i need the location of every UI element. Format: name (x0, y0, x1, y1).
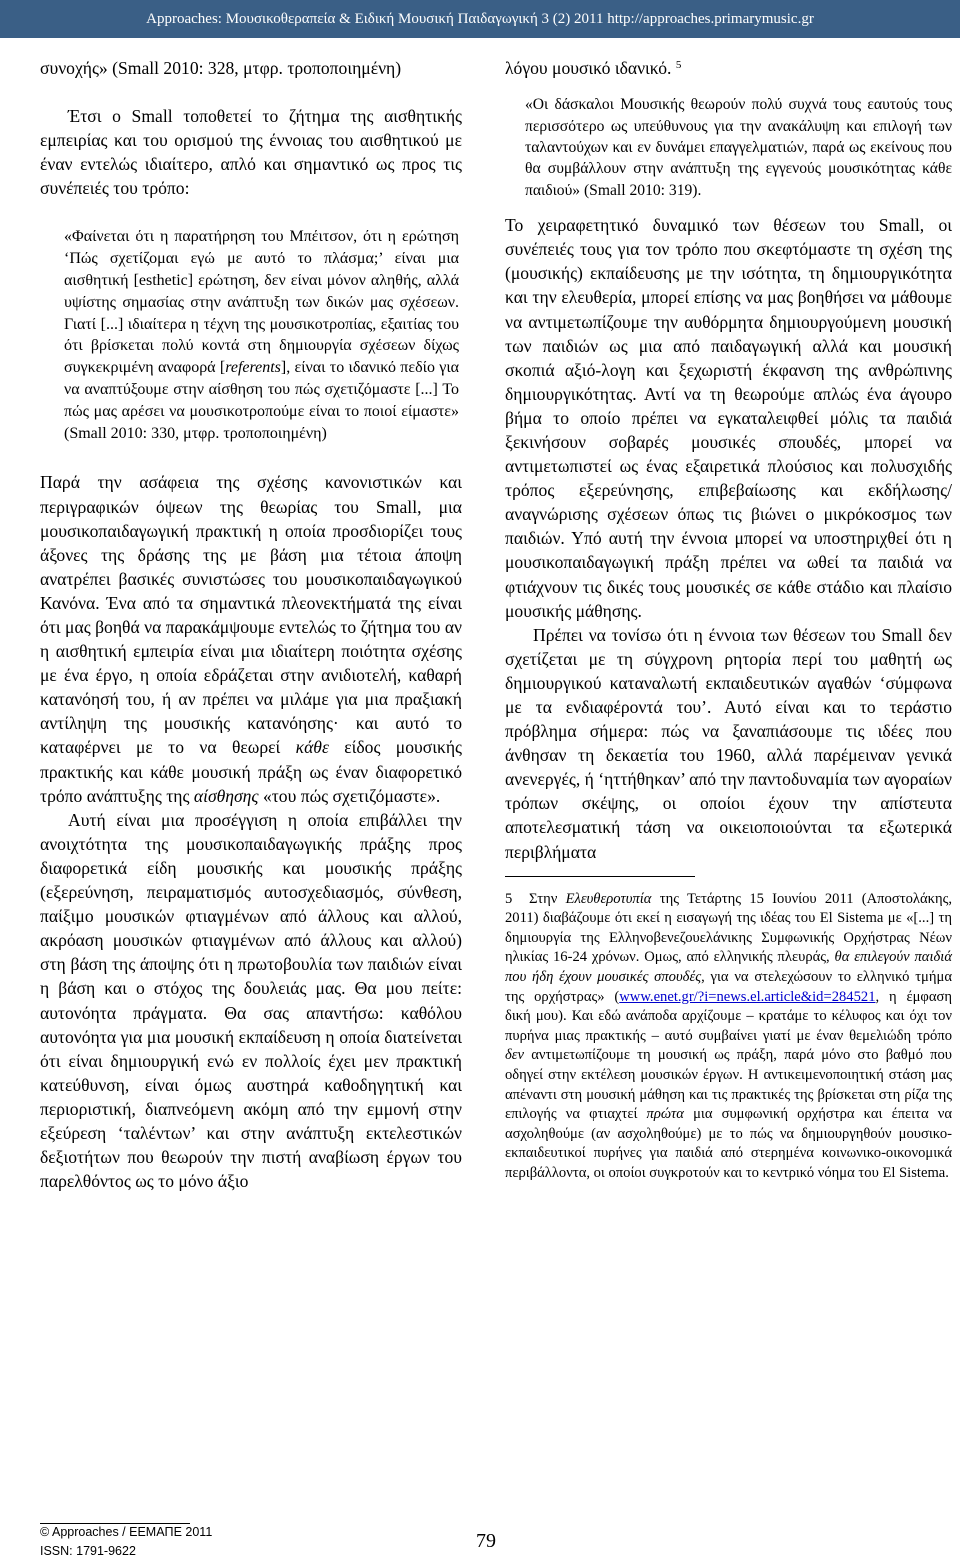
footer-copyright: © Approaches / ΕΕΜΑΠΕ 2011 (40, 1525, 213, 1539)
left-paragraph-3: Παρά την ασάφεια της σχέσης κανονιστικών και περιγραφικών όψεων της θεωρίας του Small, μια μουσικοπαιδαγωγική πρακτική η οποία προσδιορίζει τους άξονες της δράσης της με βάση μια τέτοια άποψη ανατρέπει βασικές συνιστώσες του μουσικοπαιδαγωγικού Κανόνα. Ένα από τα σημαντικά πλεονεκτήματά της είναι ότι μας βοηθά να παρακάμψουμε εντελώς το ζήτημα του αν η αισθητική εμπειρία είναι μια ιδιαίτερη ποιότητα σχέσης με ένα έργο, η οποία εδράζεται στην ανιδιοτελή, καθαρή κατανόησή του, ή αν πρέπει να μιλάμε για μια πραξιακή αντίληψη της μουσικής κατανόησης· και αυτό το καταφέρνει με το να θεωρεί κάθε είδος μουσικής πρακτικής και κάθε μουσική πράξη ως έναν διαφορετικό τρόπο ανάπτυξης της αίσθησης «του πώς σχετιζόμαστε». (40, 472, 462, 806)
left-column (40, 56, 462, 1193)
right-paragraph-2: Το χειραφετητικό δυναμικό των θέσεων του Small, οι συνέπειές τους για τον τρόπο που σκεφτόμαστε τη σχέση της (μουσικής) εκπαίδευσης με την ισότητα, τη δημιουργικότητα και την ελευθερία, μπορεί επίσης να μας βοηθήσει να μάθουμε να αντιμετωπίζουμε την αυθόρμητα δημιουργούμενη μουσική των παιδιών ως μια από παιδαγωγική αλλά και μουσική σκοπιά αξιό-λογη και ξεχωριστή έκφανση της ανθρώπινης δημιουργικότητας. Αντί να τη θεωρούμε απλώς ένα άγουρο βήμα το οποίο πρέπει να εγκαταλειφθεί μόλις τα παιδιά ξεκινήσουν σοβαρές μουσικές σπουδές, μπορεί να αντιμετωπιστεί ως ένας εξαιρετικά πλούσιος και πολυσχιδής τρόπος εξερεύνησης, επιβεβαίωσης και εκδήλωσης/αναγνώρισης σχέσεων όπως τις βιώνει ο μικρόκοσμος των παιδιών. Υπό αυτή την έννοια μπορεί να υποστηριχθεί ότι η μουσικοπαιδαγωγική πράξη πρέπει να ωθεί τα παιδιά να φτιάχνουν τις δικές τους μουσικές σε κάθε στάδιο και πλαίσιο μουσικής μάθησης. (505, 215, 952, 621)
block-quote-teachers: «Οι δάσκαλοι Μουσικής θεωρούν πολύ συχνά τους εαυτούς τους περισσότερο ως υπεύθυνους για την ανακάλυψη και επιλογή των ταλαντούχων και εν δυνάμει επαγγελματιών, παρά ως εκείνους που θα συμβάλλουν στην ανάπτυξη της εγγενούς μουσικότητας κάθε παιδιού» (Small 2010: 319). (525, 96, 952, 199)
right-paragraph-1: λόγου μουσικό ιδανικό. $^5$ (505, 58, 682, 78)
right-column (505, 56, 952, 1184)
left-paragraph-1: συνοχής» (Small 2010: 328, μτφρ. τροποποιημένη) (40, 58, 402, 78)
page-number: 79 (476, 1530, 496, 1552)
block-quote-small: «Φαίνεται ότι η παρατήρηση του Μπέιτσον, ότι η ερώτηση ‘Πώς σχετίζομαι εγώ με αυτό το πλάσμα;’ είναι μια αισθητική [esthetic] ερώτηση, δεν είναι μόνον αληθής, αλλά υψίστης σημασίας στην ανάπτυξη των δικών μας σχέσεων. Γιατί [...] ιδιαίτερα η τέχνη της μουσικοτροπίας, εξαιτίας του ότι βρίσκεται πολύ κοντά στη δημιουργία σχέσεων δίχως συγκεκριμένη αναφορά [referents], είναι το ιδανικό πεδίο για να αναπτύξουμε στην αίσθηση του πώς σχετιζόμαστε [...] Το πώς μας αρέσει να μουσικοτροπούμε είναι το ποιοί είμαστε» (Small 2010: 330, μτφρ. τροποποιημένη) (64, 228, 460, 442)
footer-info (40, 1523, 212, 1561)
footer-issn: ISSN: 1791-9622 (40, 1544, 136, 1558)
footnote-ref: 5 (675, 59, 682, 71)
footnote-link[interactable]: www.enet.gr/?i=news.el.article&id=284521 (619, 988, 876, 1005)
footnote-rule (505, 876, 695, 877)
right-paragraph-3: Πρέπει να τονίσω ότι η έννοια των θέσεων του Small δεν σχετίζεται με τη σύγχρονη ρητορία περί του μαθητή ως δημιουργικού καταναλωτή εκπαιδευτικών αγαθών ‘σύμφωνα με τα ενδιαφέροντά του’. Αυτό είναι και το τεράστιο πρόβλημα σήμερα: πώς να ξαναπιάσουμε τις ιδέες που άνθησαν τη δεκαετία του 1960, αλλά παρέμειναν γενικά ανενεργές, ή ‘ηττήθηκαν’ από την παντοδυναμία των αγοραίων τρόπων σκέψης, οι οποίοι έχουν την απίστευτα αποτελεσματική τάση να οικειοποιούνται τα εξωτερικά περιβλήματα (505, 624, 952, 862)
footnote-5: 5 Στην Ελευθεροτυπία της Τετάρτης 15 Ιουνίου 2011 (Αποστολάκης, 2011) διαβάζουμε ότι εκεί η εισαγωγή της ιδέας του El Sistema με «[...] τη δημιουργία της Ελληνοβενεζουελάνικης Συμφωνικής Ορχήστρας Νέων ηλικίας 16-24 χρόνων. Ομως, από ελληνικής πλευράς, θα επιλεγούν παιδιά που ήδη έχουν μουσικές σπουδές, για να στελεχώσουν το ελληνικό τμήμα της ορχήστρας» (www.enet.gr/?i=news.el.article&id=284521, η έμφαση δική μου). Και εδώ ανάποδα αρχίζουμε – κρατάμε το κέλυφος και όχι τον πυρήνα μιας πρακτικής – αυτό συμβαίνει γιατί με έναν θεμελιώδη τρόπο δεν αντιμετωπίζουμε τη μουσική ως πράξη, παρά μόνο στο βαθμό που οδηγεί στην εκτέλεση μουσικών έργων. Η αντικειμενοποιητική στάση μας απέναντι στη μουσική μάθηση και τις πρακτικές της βρίσκεται στη ρίζα της επιλογής να φτιαχτεί πρώτα μια συμφωνική ορχήστρα και έπειτα να ασχοληθούμε (αν ασχοληθούμε) με το πώς να δημιουργηθούν μουσικο-εκπαιδευτικοί πυρήνες για παιδιά από στερημένα κοινωνικο-οικονομικά περιβάλλοντα, οι οποίοι συγκροτούν και το κεντρικό νόημα του El Sistema. (505, 890, 953, 1181)
left-paragraph-2: Έτσι ο Small τοποθετεί το ζήτημα της αισθητικής εμπειρίας και του ορισμού της έννοιας του αισθητικού με έναν εντελώς ιδιαίτερο, απλό και σημαντικό ως προς τις συνέπειές του τρόπο: (40, 106, 462, 199)
left-paragraph-4: Αυτή είναι μια προσέγγιση η οποία επιβάλλει την ανοιχτότητα της μουσικοπαιδαγωγικής πράξης προς διαφορετικά είδη μουσικής και μουσικής πράξης (εξερεύνηση, πειραματισμός αυτοσχεδιασμός, σύνθεση, παίξιμο μουσικών φτιαγμένων από άλλους και αλλού, ακρόαση μουσικών φτιαγμένων από άλλους και αλλού) στη βάση της άποψης ότι η πρωτοβουλία των παιδιών είναι η βάση και ο στόχος της δουλειάς μας. Θα μου πείτε: αυτονόητα πράγματα. Θα σας απαντήσω: καθόλου αυτονόητα για μια μουσική εκπαίδευση η οποία διατείνεται ότι είναι δημιουργική ενώ εν πολλοίς έχει μεν πρακτική κατεύθυνση, είναι όμως αυστηρά καθοδηγητική και περιοριστική, διαπνεόμενη ακόμη από την εμμονή στην εξεύρεση ‘ταλέντων’ και στην ανάπτυξη εκτελεστικών δεξιοτήτων που θεωρούν την πιστή αναβίωση έργων του παρελθόντος ως το μόνο άξιο (40, 809, 462, 1192)
footnote-number: 5 (505, 890, 513, 907)
journal-header: Approaches: Μουσικοθεραπεία & Ειδική Μουσική Παιδαγωγική 3 (2) 2011 http://approaches.primarymusic.gr (0, 0, 960, 38)
